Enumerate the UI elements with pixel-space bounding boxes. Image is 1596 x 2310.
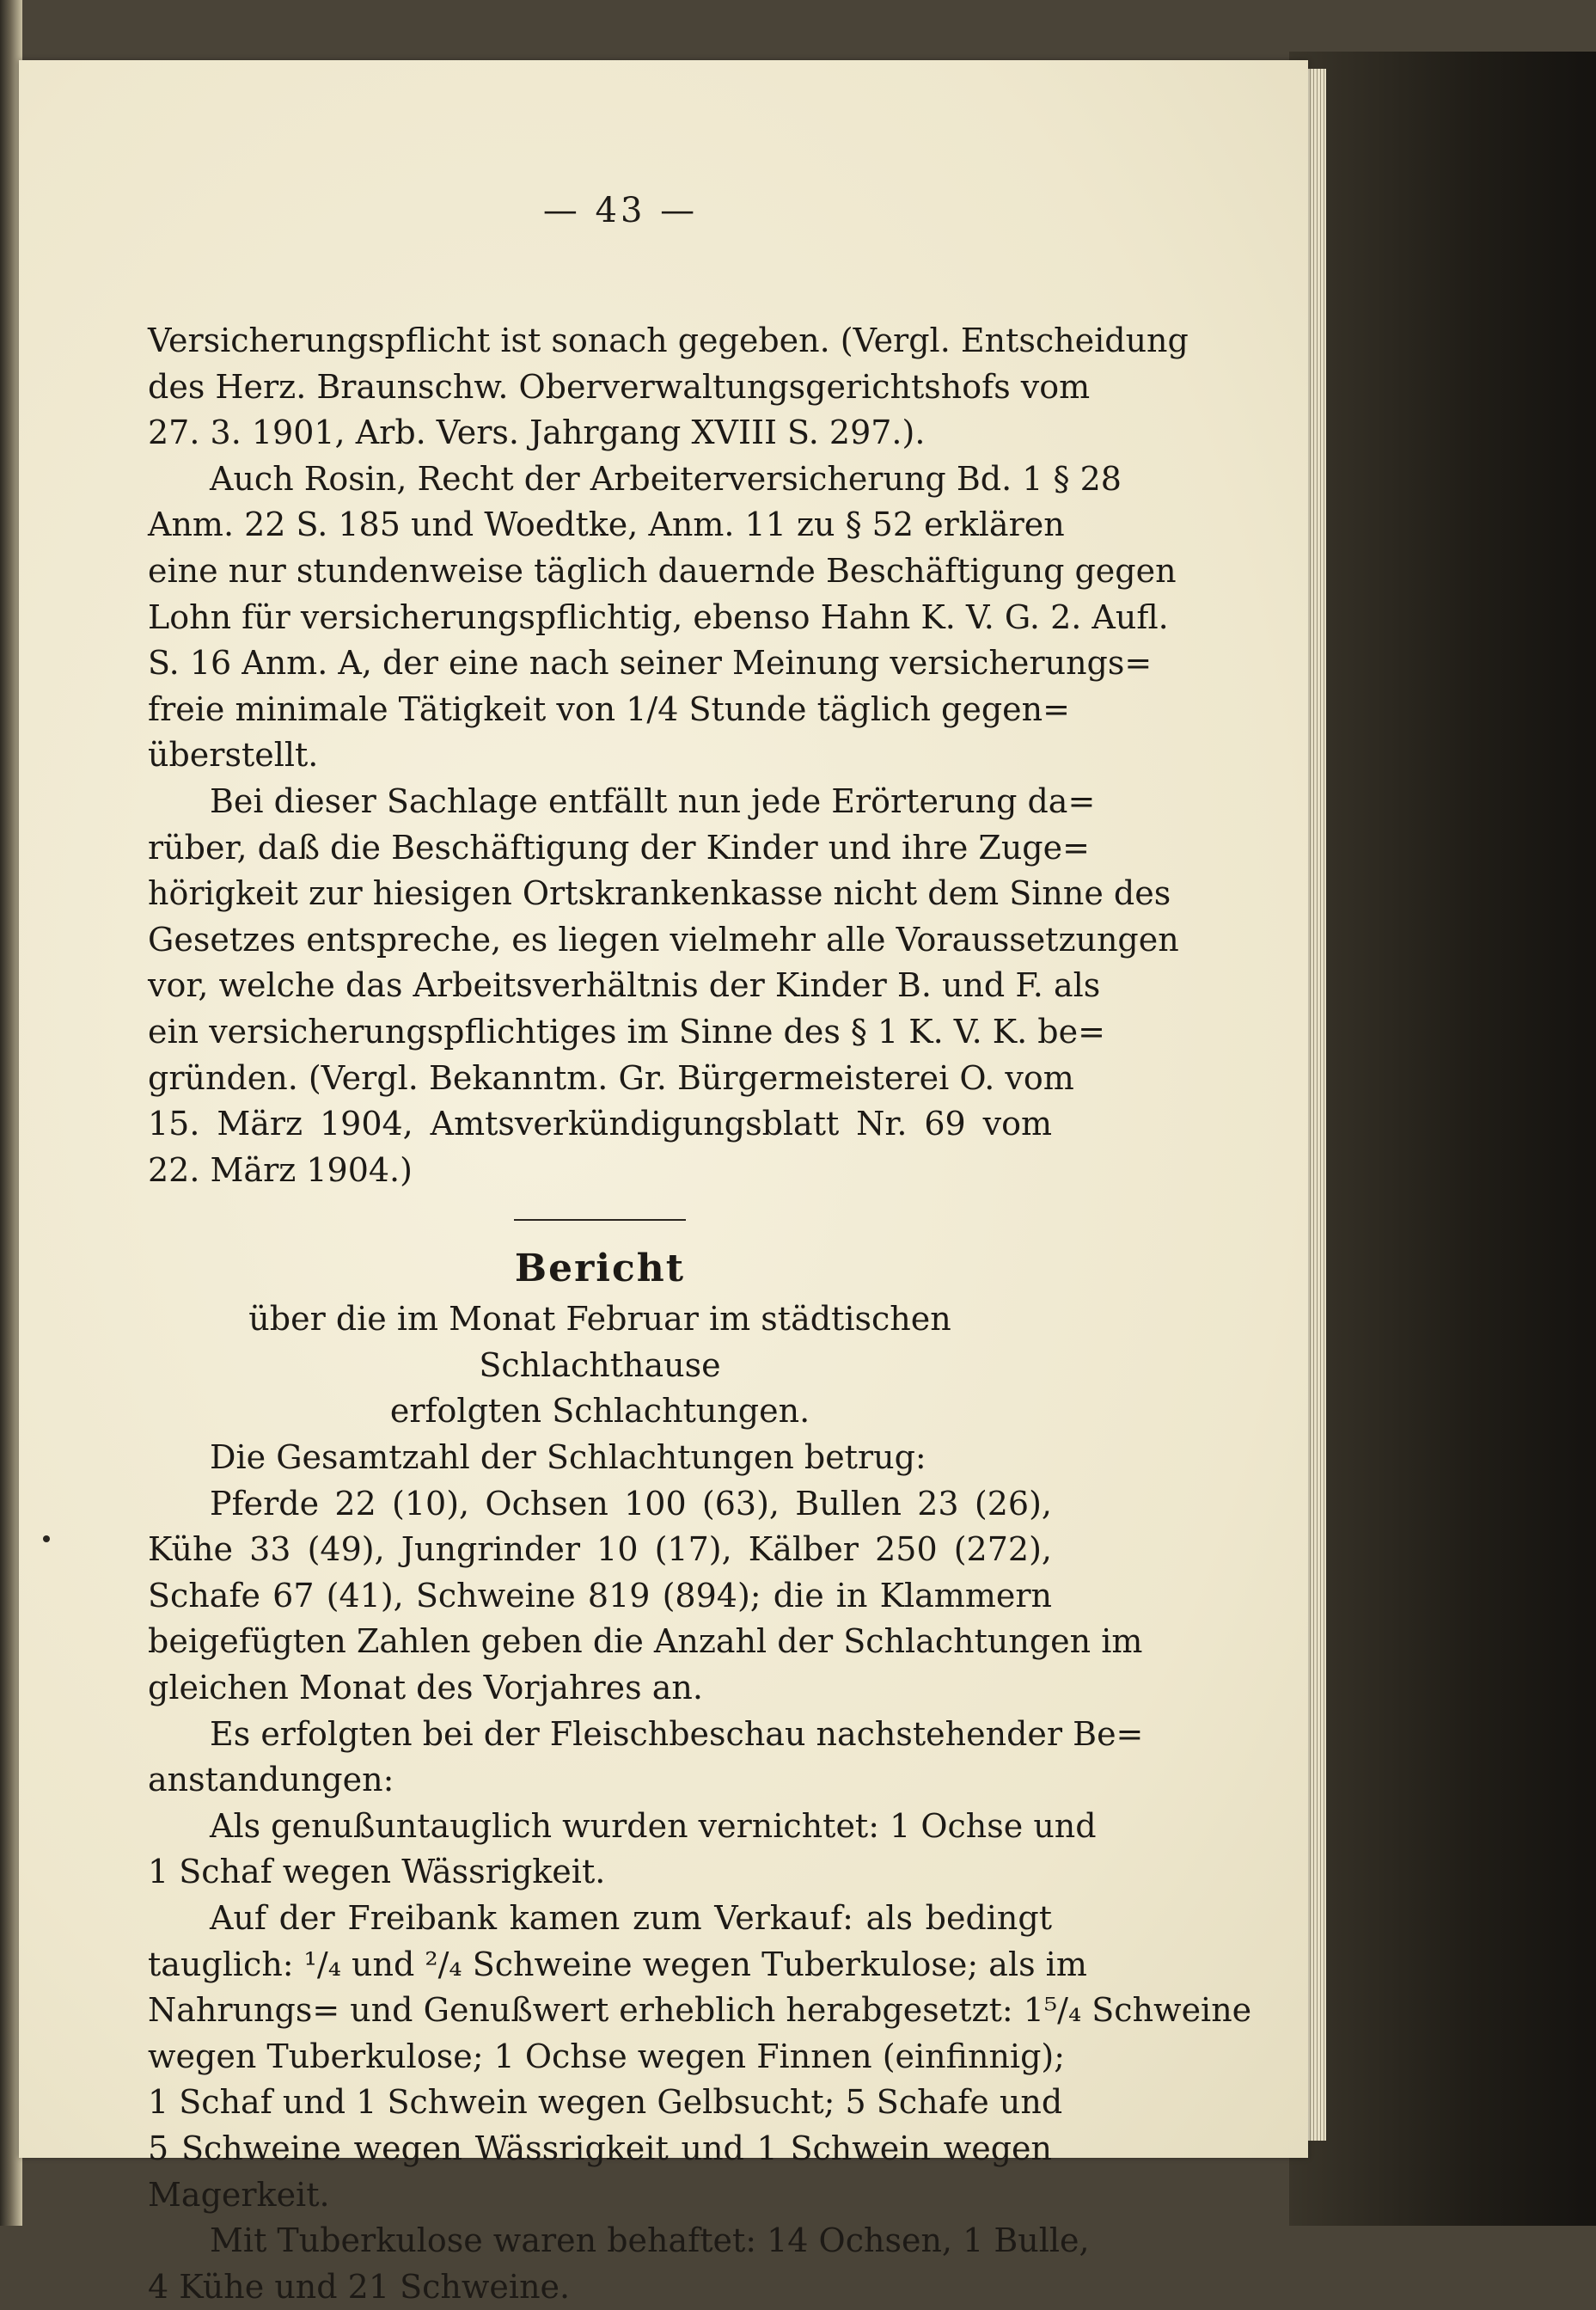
paragraph: [148, 456, 1177, 779]
text-line: überstellt.: [148, 736, 319, 775]
report-title: Bericht: [514, 1247, 686, 1291]
paragraph: [148, 1481, 1143, 1712]
text-line: 4 Kühe und 21 Schweine.: [148, 2267, 571, 2306]
text-line: gründen. (Vergl. Bekanntm. Gr. Bürgermeisterei O. vom: [148, 1058, 1074, 1097]
text-line: Es erfolgten bei der Fleischbeschau nachstehender Be=: [210, 1714, 1144, 1753]
text-line: tauglich: ¹/₄ und ²/₄ Schweine wegen Tuberkulose; als im: [148, 1945, 1087, 1983]
text-line: Versicherungspflicht ist sonach gegeben. (Vergl. Entscheidung: [148, 322, 1189, 359]
paragraph: [148, 2218, 1090, 2310]
report-subtitle-line: erfolgten Schlachtungen.: [389, 1392, 810, 1431]
text-line: rüber, daß die Beschäftigung der Kinder und ihre Zuge=: [148, 828, 1090, 867]
text-line: ein versicherungspflichtiges im Sinne des § 1 K. V. K. be=: [148, 1012, 1105, 1051]
report-subtitle-line: über die im Monat Februar im städtischen Schlachthause: [248, 1300, 951, 1384]
text-line: Lohn für versicherungspflichtig, ebenso Hahn K. V. G. 2. Aufl.: [148, 597, 1169, 636]
text-line: 1 Schaf wegen Wässrigkeit.: [148, 1853, 606, 1891]
text-line: Nahrungs= und Genußwert erheblich herabgesetzt: 1⁵/₄ Schweine: [148, 1991, 1252, 2030]
paragraph: [148, 1896, 1252, 2218]
margin-mark: [43, 1535, 50, 1542]
text-line: 27. 3. 1901, Arb. Vers. Jahrgang XVIII S. 297.).: [148, 414, 926, 452]
text-line: Schafe 67 (41), Schweine 819 (894); die in Klammern: [148, 1576, 1052, 1615]
paragraph: [148, 1804, 1097, 1896]
text-line: 15. März 1904, Amtsverkündigungsblatt Nr. 69 vom: [148, 1105, 1052, 1143]
paragraph: [148, 779, 1179, 1193]
text-line: 5 Schweine wegen Wässrigkeit und 1 Schwein wegen: [148, 2129, 1052, 2167]
text-line: S. 16 Anm. A, der eine nach seiner Meinung versicherungs=: [148, 644, 1153, 683]
text-line: Magerkeit.: [148, 2175, 330, 2214]
paragraph: [148, 1712, 1144, 1804]
text-line: wegen Tuberkulose; 1 Ochse wegen Finnen (einfinnig);: [148, 2037, 1066, 2075]
paragraph: [148, 1435, 1052, 1481]
legal-section: [148, 318, 1189, 1193]
text-line: freie minimale Tätigkeit von 1/4 Stunde täglich gegen=: [148, 689, 1070, 728]
text-line: Die Gesamtzahl der Schlachtungen betrug:: [210, 1438, 926, 1477]
book-cover: [1289, 52, 1596, 2226]
page-body: [148, 318, 1252, 2310]
text-line: Mit Tuberkulose waren behaftet: 14 Ochsen, 1 Bulle,: [210, 2221, 1090, 2260]
text-line: anstandungen:: [148, 1761, 394, 1799]
text-line: gleichen Monat des Vorjahres an.: [148, 1669, 703, 1707]
report-section: [148, 1435, 1252, 2310]
text-line: Gesetzes entspreche, es liegen vielmehr alle Voraussetzungen: [148, 920, 1179, 959]
text-line: 22. März 1904.): [148, 1150, 413, 1189]
text-line: Bei dieser Sachlage entfällt nun jede Erörterung da=: [210, 781, 1096, 820]
text-line: Auf der Freibank kamen zum Verkauf: als bedingt: [210, 1899, 1052, 1937]
text-line: 1 Schaf und 1 Schwein wegen Gelbsucht; 5 Schafe und: [148, 2083, 1063, 2122]
text-line: vor, welche das Arbeitsverhältnis der Kinder B. und F. als: [148, 966, 1101, 1005]
text-line: Anm. 22 S. 185 und Woedtke, Anm. 11 zu § 52 erklären: [148, 506, 1065, 544]
text-line: Pferde 22 (10), Ochsen 100 (63), Bullen 23 (26),: [210, 1484, 1052, 1523]
text-line: beigefügten Zahlen geben die Anzahl der Schlachtungen im: [148, 1622, 1143, 1661]
paragraph: [148, 318, 1189, 456]
text-line: Kühe 33 (49), Jungrinder 10 (17), Kälber 250 (272),: [148, 1530, 1052, 1569]
text-line: Auch Rosin, Recht der Arbeiterversicherung Bd. 1 § 28: [210, 459, 1122, 498]
text-line: Als genußuntauglich wurden vernichtet: 1 Ochse und: [210, 1806, 1097, 1845]
text-line: eine nur stundenweise täglich dauernde Beschäftigung gegen: [148, 551, 1177, 590]
page-number: — 43 —: [542, 191, 699, 230]
section-divider: [514, 1219, 686, 1221]
text-line: des Herz. Braunschw. Oberverwaltungsgerichtshofs vom: [148, 367, 1091, 406]
report-subtitle: [148, 1296, 1052, 1435]
book-page: [19, 60, 1308, 2306]
text-line: hörigkeit zur hiesigen Ortskrankenkasse nicht dem Sinne des: [148, 874, 1171, 913]
